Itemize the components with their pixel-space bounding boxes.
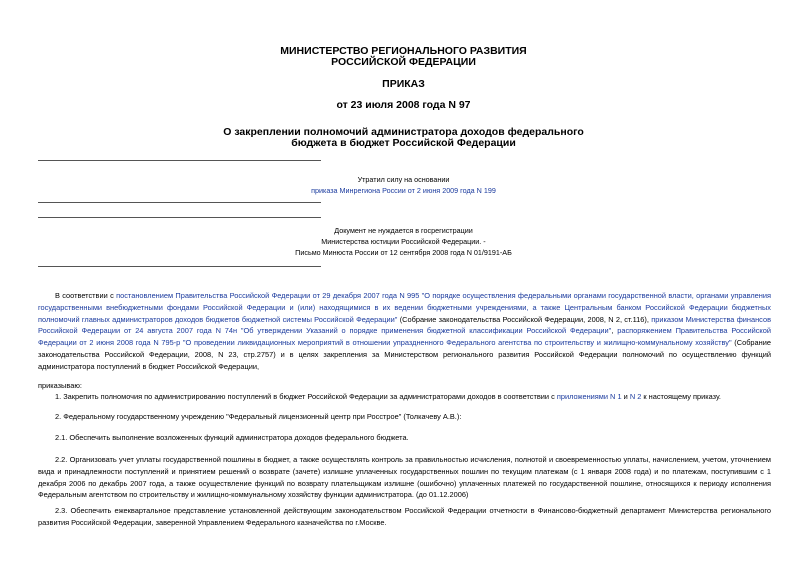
preamble-text: (Собрание законодательства Российской Федерации, 2008, N 23, стр.2757) и в целях закрепления за Министерством регионального развития Российской Федерации полномочий по осуществлению функций администратора поступлений в бюджет Российской Федерации,	[38, 338, 771, 371]
lost-force-link[interactable]: приказа Минрегиона России от 2 июня 2009 года N 199	[311, 186, 496, 195]
ministry-line-2: РОССИЙСКОЙ ФЕДЕРАЦИИ	[331, 56, 476, 68]
preamble-text: ,	[611, 326, 618, 336]
divider	[38, 217, 321, 218]
appendix-2-link[interactable]: N 2	[629, 392, 642, 401]
item-1-text: 1. Закрепить полномочия по администрированию поступлений в бюджет Российской Федерации за администраторами доходов в соответствии с	[55, 392, 557, 401]
item-2-3: 2.3. Обеспечить ежеквартальное представление установленной действующим законодательством Российской Федерации отчетности в Финансово-бюджетный департамент Министерства регионального развития Российской Федерации, заверенной Управлением Федерального казначейства по г.Москве.	[38, 506, 771, 527]
preamble-text: (Собрание законодательства Российской Федерации, 2008, N 2, ст.116),	[397, 314, 652, 324]
item-1-text: к настоящему приказу.	[641, 392, 721, 401]
item-2-1: 2.1. Обеспечить выполнение возложенных функций администратора доходов федерального бюджета.	[55, 433, 409, 442]
doc-type: ПРИКАЗ	[382, 78, 425, 90]
registration-line-2: Министерства юстиции Российской Федерации. -	[321, 237, 486, 246]
divider	[38, 202, 321, 203]
item-2: 2. Федеральному государственному учреждению "Федеральный лицензионный центр при Росстрое" (Толкачеву А.В.):	[55, 412, 462, 421]
orders-word: приказываю:	[38, 381, 82, 390]
doc-title-line-1: О закреплении полномочий администратора доходов федерального	[223, 126, 584, 138]
divider	[38, 160, 321, 161]
divider	[38, 266, 321, 267]
decree-995-link[interactable]: постановлением Правительства Российской Федерации от 29 декабря 2007 года N 995 "О порядке осуществления федеральными органами государственной власти, органами управления государственными внебюджетными фондами Российской Федерации и (или) находящимися в их ведении бюджетными учреждениями, а также Центральным банком Российской Федерации бюджетных полномочий главных администраторов доходов бюджетов бюджетной системы Российской Федерации"	[38, 291, 772, 324]
doc-title-line-2: бюджета в бюджет Российской Федерации	[291, 137, 516, 149]
item-1	[38, 391, 771, 403]
ministry-line-1: МИНИСТЕРСТВО РЕГИОНАЛЬНОГО РАЗВИТИЯ	[280, 45, 527, 57]
lost-force-line	[0, 185, 807, 196]
item-2-2: 2.2. Организовать учет уплаты государственной пошлины в бюджет, а также осуществлять контроль за правильностью исчисления, полнотой и своевременностью уплаты, начислением, учетом, уточнением вида и принадлежности поступлений и принятием решений о возврате (зачете) излишне уплаченных государственных пошлин по текущим платежам (с 1 января 2008 года) и по платежам, поступившим с 1 декабря 2006 по декабрь 2007 года, а также осуществление функций по возврату плательщикам излишне (ошибочно) уплаченных платежей по государственной пошлине, относящихся к периоду исполнения Федеральным агентством по строительству и жилищно-коммунальному хозяйству функции администратора. (до 01.12.2006)	[38, 455, 771, 500]
registration-line-1: Документ не нуждается в госрегистрации	[334, 226, 473, 235]
doc-date-number: от 23 июля 2008 года N 97	[336, 99, 471, 111]
appendix-1-link[interactable]: приложениями N 1	[556, 392, 622, 401]
preamble-paragraph	[38, 290, 771, 373]
preamble-text: В соответствии с	[55, 291, 117, 300]
minfin-order-74n-link[interactable]: приказом Министерства финансов Российской Федерации от 24 августа 2007 года N 74н "Об утверждении Указаний о порядке применения бюджетной классификации Российской Федерации"	[38, 314, 771, 336]
order-795r-link[interactable]: распоряжением Правительства Российской Федерации от 2 июня 2008 года N 795-р "О проведении ликвидационных мероприятий в отношении упраздненного Федерального агентства по строительству и жилищно-коммунальному хозяйству"	[38, 326, 771, 348]
registration-line-3: Письмо Минюста России от 12 сентября 2008 года N 01/9191-АБ	[295, 248, 512, 257]
lost-force-text: Утратил силу на основании	[357, 175, 450, 184]
item-1-text: и	[621, 392, 630, 401]
